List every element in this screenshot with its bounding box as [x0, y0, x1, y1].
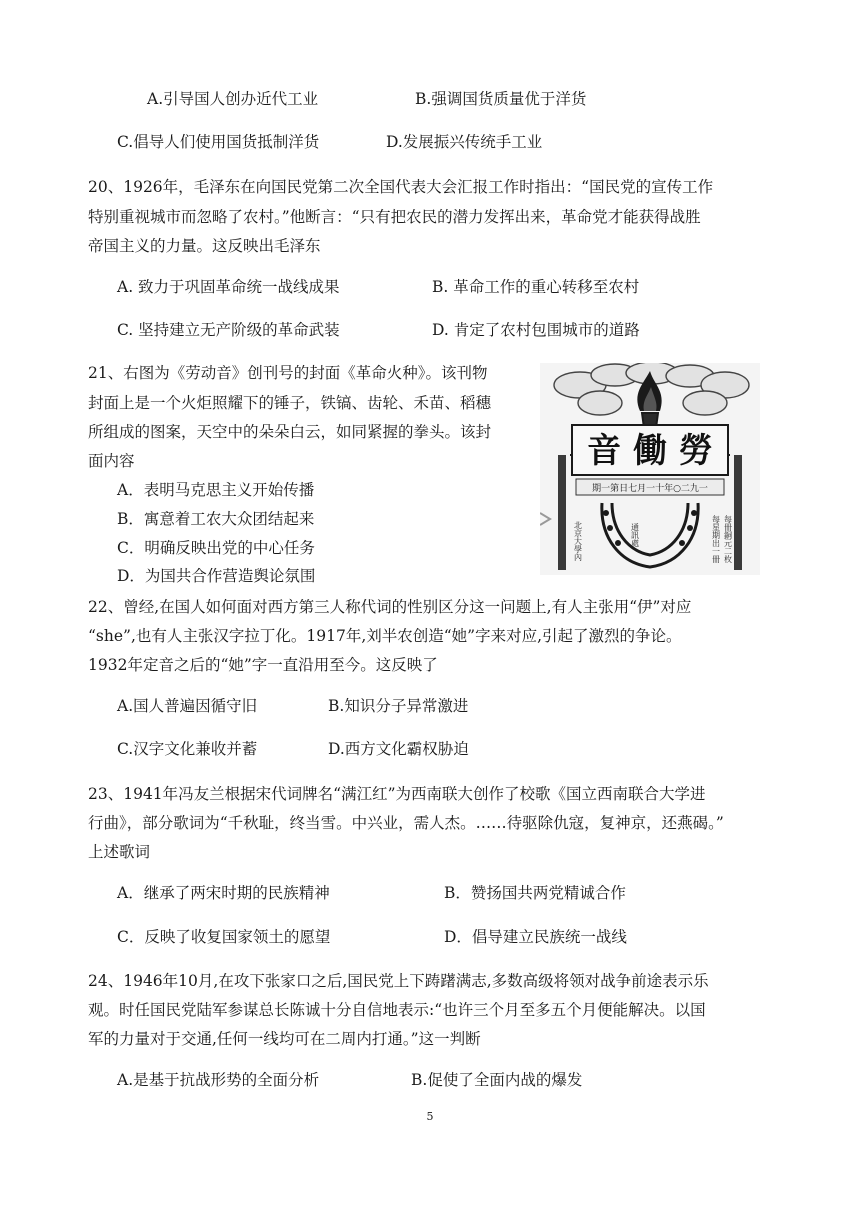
q23-stem-line-3: 上述歌词 [88, 843, 151, 861]
q22-option-d: D.西方文化霸权胁迫 [328, 740, 469, 758]
q21-option-b: B．寓意着工农大众团结起来 [117, 510, 315, 528]
q23-option-c: C．反映了收复国家领土的愿望 [117, 928, 331, 946]
q23-stem-line-1: 23、1941年冯友兰根据宋代词牌名“满江红”为西南联大创作了校歌《国立西南联合大学进 [88, 785, 706, 803]
q20-option-c: C. 坚持建立无产阶级的革命武装 [117, 321, 340, 339]
q20-option-a: A. 致力于巩固革命统一战线成果 [117, 278, 340, 296]
q21-stem-line-4: 面内容 [88, 452, 135, 470]
q21-option-d: D．为国共合作营造舆论氛围 [117, 567, 316, 585]
q22-option-b: B.知识分子异常激进 [328, 697, 469, 715]
q19-option-b: B.强调国货质量优于洋货 [415, 90, 587, 108]
q22-option-a: A.国人普遍因循守旧 [117, 697, 258, 715]
page-number: 5 [426, 1110, 434, 1123]
q20-stem-line-2: 特别重视城市而忽略了农村。”他断言：“只有把农民的潜力发挥出来，革命党才能获得战胜 [88, 208, 701, 226]
q20-option-b: B. 革命工作的重心转移至农村 [432, 278, 640, 296]
q23-option-d: D．倡导建立民族统一战线 [444, 928, 627, 946]
q24-option-b: B.促使了全面内战的爆发 [411, 1071, 583, 1089]
q23-option-b: B．赞扬国共两党精诚合作 [444, 884, 626, 902]
cover-date-line: 期一第日七月一十年○二九一 [592, 484, 708, 494]
q20-stem-line-3: 帝国主义的力量。这反映出毛泽东 [88, 237, 321, 255]
q19-option-a: A.引导国人创办近代工业 [147, 90, 319, 108]
cover-side-text-left-2: 通訊處 [630, 523, 640, 547]
laodongyin-cover-image [540, 363, 760, 575]
q20-option-d: D. 肯定了农村包围城市的道路 [432, 321, 640, 339]
cover-side-text-right-2: 每冊銅元二枚 [723, 515, 733, 563]
q22-stem-line-3: 1932年定音之后的“她”字一直沿用至今。这反映了 [88, 656, 438, 674]
q21-option-a: A．表明马克思主义开始传播 [117, 481, 315, 499]
q21-stem-line-3: 所组成的图案，天空中的朵朵白云，如同紧握的拳头。该封 [88, 423, 492, 441]
cover-side-text-left: 北京大學內 [573, 521, 583, 561]
q22-stem-line-1: 22、曾经,在国人如何面对西方第三人称代词的性别区分这一问题上,有人主张用“伊”对应 [88, 598, 692, 616]
q24-option-a: A.是基于抗战形势的全面分析 [117, 1071, 320, 1089]
q22-option-c: C.汉字文化兼收并蓄 [117, 740, 258, 758]
cover-side-text-right: 每星期出一冊 [711, 515, 721, 563]
q19-option-d: D.发展振兴传统手工业 [386, 133, 543, 151]
cover-masthead: 音 働 勞 [587, 431, 713, 471]
q20-stem-line-1: 20、1926年，毛泽东在向国民党第二次全国代表大会汇报工作时指出：“国民党的宣传工作 [88, 178, 714, 196]
q21-stem-line-1: 21、右图为《劳动音》创刊号的封面《革命火种》。该刊物 [88, 364, 488, 382]
q23-stem-line-2: 行曲》，部分歌词为“千秋耻，终当雪。中兴业，需人杰。……待驱除仇寇，复神京，还燕碣。” [88, 814, 724, 832]
q19-option-c: C.倡导人们使用国货抵制洋货 [117, 133, 320, 151]
q21-stem-line-2: 封面上是一个火炬照耀下的锤子，铁镐、齿轮、禾苗、稻穗 [88, 394, 492, 412]
q21-option-c: C．明确反映出党的中心任务 [117, 539, 315, 557]
q24-stem-line-1: 24、1946年10月,在攻下张家口之后,国民党上下踌躇满志,多数高级将领对战争前途表示乐 [88, 972, 709, 990]
q22-stem-line-2: “she”,也有人主张汉字拉丁化。1917年,刘半农创造“她”字来对应,引起了激烈的争论。 [88, 627, 682, 645]
q23-option-a: A．继承了两宋时期的民族精神 [117, 884, 330, 902]
q24-stem-line-2: 观。时任国民党陆军参谋总长陈诚十分自信地表示:“也许三个月至多五个月便能解决。以国 [88, 1001, 706, 1019]
q24-stem-line-3: 军的力量对于交通,任何一线均可在二周内打通。”这一判断 [88, 1030, 481, 1048]
